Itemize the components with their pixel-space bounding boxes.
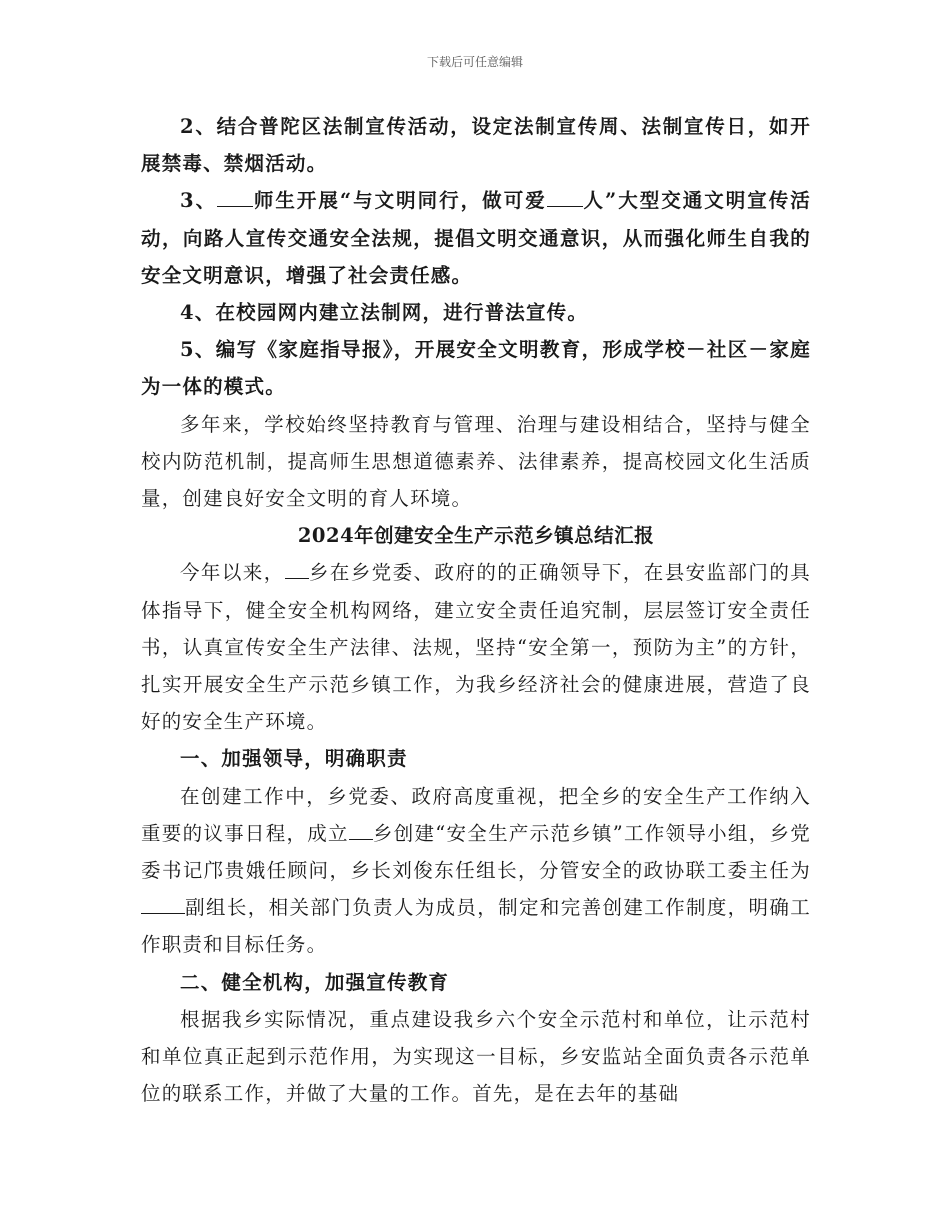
fill-blank	[141, 893, 185, 914]
intro-paragraph	[141, 554, 811, 740]
fill-blank	[547, 186, 583, 207]
section-1-paragraph	[141, 778, 811, 964]
section-1-part-c: 副组长，相关部门负责人为成员，制定和完善创建工作制度，明确工作职责和目标任务。	[141, 896, 811, 957]
document-title: 2024年创建安全生产示范乡镇总结汇报	[297, 524, 655, 548]
list-item-3	[141, 182, 811, 294]
intro-after: 乡在乡党委、政府的的正确领导下，在县安监部门的具体指导下，健全安全机构网络，建立安全责任追究制，层层签订安全责任书，认真宣传安全生产法律、法规，坚持“安全第一，预防为主”的方针，扎实开展安全生产示范乡镇工作，为我乡经济社会的健康进展，营造了良好的安全生产环境。	[141, 561, 811, 734]
section-1-part-a: 在创建工作中，乡党委、政府高度重视，把全乡的安全生产工作纳入重要的议事日程，成立	[141, 784, 811, 845]
section-1-part-b: 乡创建“安全生产示范乡镇”工作领导小组，乡党委书记邝贵娥任顾问，乡长刘俊东任组长，分管安全的政协联工委主任为	[141, 821, 811, 883]
document-body	[141, 108, 811, 1112]
list-item-4: 4、在校园网内建立法制网，进行普法宣传。	[180, 301, 589, 325]
list-item-3-prefix: 3、	[180, 189, 218, 213]
summary-paragraph: 多年来，学校始终坚持教育与管理、治理与建设相结合，坚持与健全校内防范机制，提高师生思想道德素养、法律素养，提高校园文化生活质量，创建良好安全文明的育人环境。	[141, 412, 811, 511]
fill-blank	[285, 558, 309, 579]
fill-blank	[217, 186, 253, 207]
section-2-paragraph: 根据我乡实际情况，重点建设我乡六个安全示范村和单位，让示范村和单位真正起到示范作用，为实现这一目标，乡安监站全面负责各示范单位的联系工作，并做了大量的工作。首先，是在去年的基础	[141, 1007, 811, 1106]
list-item-3-rest: 人”大型交通文明宣传活动，向路人宣传交通安全法规，提倡文明交通意识，从而强化师生自我的安全文明意识，增强了社会责任感。	[141, 189, 812, 287]
list-item-5: 5、编写《家庭指导报》，开展安全文明教育，形成学校－社区－家庭为一体的模式。	[141, 338, 811, 399]
section-1-heading: 一、加强领导，明确职责	[180, 747, 408, 771]
list-item-3-middle: 师生开展“与文明同行，做可爱	[253, 189, 547, 213]
list-item-2: 2、结合普陀区法制宣传活动，设定法制宣传周、法制宣传日，如开展禁毒、禁烟活动。	[141, 115, 811, 176]
fill-blank	[349, 818, 373, 839]
intro-before: 今年以来，	[180, 561, 285, 585]
section-2-heading: 二、健全机构，加强宣传教育	[180, 970, 450, 994]
header-note: 下载后可任意编辑	[426, 55, 523, 69]
